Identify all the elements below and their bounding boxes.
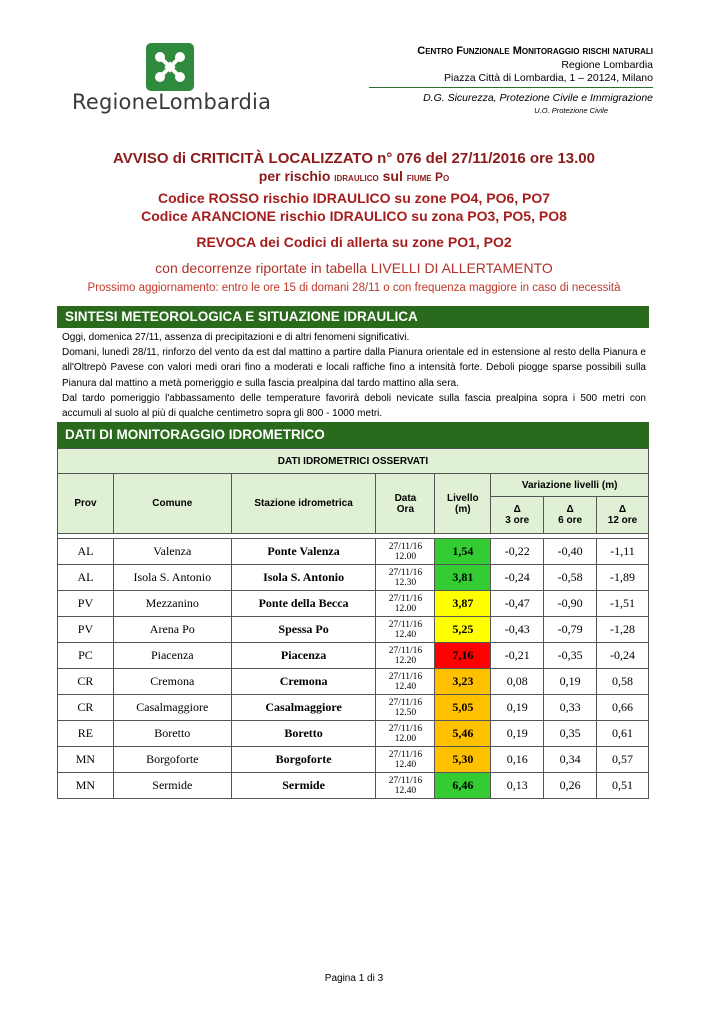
red-code-line: Codice ROSSO rischio IDRAULICO su zone PO4, PO6, PO7 <box>157 190 551 206</box>
sintesi-text <box>62 330 646 421</box>
subtitle-part-3: sul <box>378 168 407 184</box>
header-line-2: Regione Lombardia <box>561 59 653 71</box>
cell-prov: MN <box>58 773 114 799</box>
cell-delta-6: -0,79 <box>544 617 597 643</box>
cell-ora: 12.00 <box>394 603 417 614</box>
col-delta-12 <box>597 497 649 534</box>
cell-data: 27/11/16 <box>388 593 423 604</box>
page-number: Pagina 1 di 3 <box>324 973 384 984</box>
cell-livello: 3,81 <box>435 565 491 591</box>
cell-delta-12: -1,11 <box>597 539 649 565</box>
cell-data-ora <box>376 539 435 565</box>
cell-delta-3: 0,16 <box>491 747 544 773</box>
cell-prov: RE <box>58 721 114 747</box>
cell-delta-6: -0,58 <box>544 565 597 591</box>
cell-ora: 12.30 <box>394 577 417 588</box>
cell-livello: 6,46 <box>435 773 491 799</box>
cell-delta-6: 0,26 <box>544 773 597 799</box>
cell-prov: AL <box>58 539 114 565</box>
delta-symbol: Δ <box>618 504 627 515</box>
delta-symbol: Δ <box>513 504 521 515</box>
hydrometric-table <box>57 448 649 799</box>
cell-delta-6: 0,33 <box>544 695 597 721</box>
table-row <box>58 591 649 617</box>
col-3-label: 3 ore <box>505 515 530 526</box>
cell-comune: Cremona <box>113 669 231 695</box>
delta-symbol: Δ <box>566 504 574 515</box>
cell-livello: 7,16 <box>435 643 491 669</box>
cell-delta-6: -0,40 <box>544 539 597 565</box>
cell-data: 27/11/16 <box>388 645 423 656</box>
cell-data: 27/11/16 <box>388 749 423 760</box>
alert-subtitle <box>0 168 708 184</box>
alert-title: AVVISO di CRITICITÀ LOCALIZZATO n° 076 del 27/11/2016 ore 13.00 <box>113 150 595 167</box>
logo-wordmark: RegioneLombardia <box>72 90 272 114</box>
table-row <box>58 695 649 721</box>
cell-comune: Casalmaggiore <box>113 695 231 721</box>
cell-ora: 12.40 <box>394 629 417 640</box>
table-row <box>58 721 649 747</box>
cell-delta-6: -0,35 <box>544 643 597 669</box>
cell-livello: 1,54 <box>435 539 491 565</box>
cell-ora: 12.00 <box>394 551 417 562</box>
next-update-note: Prossimo aggiornamento: entro le ore 15 di domani 28/11 o con frequenza maggiore in caso di necessità <box>87 282 621 294</box>
cell-stazione: Isola S. Antonio <box>231 565 376 591</box>
header-directorate: D.G. Sicurezza, Protezione Civile e Immigrazione <box>423 92 653 104</box>
cell-comune: Arena Po <box>113 617 231 643</box>
table-row <box>58 565 649 591</box>
cell-delta-3: -0,22 <box>491 539 544 565</box>
cell-ora: 12.00 <box>394 733 417 744</box>
table-row <box>58 747 649 773</box>
table-body <box>58 539 649 799</box>
cell-delta-3: 0,19 <box>491 721 544 747</box>
cell-data-ora <box>376 747 435 773</box>
effective-note: con decorrenze riportate in tabella LIVELLI DI ALLERTAMENTO <box>155 260 553 276</box>
cell-ora: 12.20 <box>394 655 417 666</box>
cell-data: 27/11/16 <box>388 671 423 682</box>
subtitle-part-1: per rischio <box>258 168 335 184</box>
cell-comune: Piacenza <box>113 643 231 669</box>
cell-prov: PC <box>58 643 114 669</box>
cell-delta-3: 0,13 <box>491 773 544 799</box>
cell-delta-12: 0,57 <box>597 747 649 773</box>
cell-data-ora <box>376 773 435 799</box>
cell-delta-3: 0,19 <box>491 695 544 721</box>
cell-stazione: Borgoforte <box>231 747 376 773</box>
cell-prov: AL <box>58 565 114 591</box>
cell-stazione: Ponte della Becca <box>231 591 376 617</box>
cell-delta-3: -0,24 <box>491 565 544 591</box>
cell-ora: 12.40 <box>394 785 417 796</box>
cell-data: 27/11/16 <box>388 723 423 734</box>
cell-livello: 5,46 <box>435 721 491 747</box>
cell-delta-3: 0,08 <box>491 669 544 695</box>
subtitle-part-2: idraulico <box>334 170 379 184</box>
cell-stazione: Ponte Valenza <box>231 539 376 565</box>
col-stazione: Stazione idrometrica <box>231 474 376 534</box>
col-data-label: Data <box>394 492 417 504</box>
section-heading-sintesi: SINTESI METEOROLOGICA E SITUAZIONE IDRAULICA <box>57 306 649 328</box>
cell-delta-3: -0,21 <box>491 643 544 669</box>
sintesi-paragraph: Domani, lunedì 28/11, rinforzo del vento da est dal mattino a partire dalla Pianura orientale ed in estensione al resto della Pianura e all'Oltrepò Pavese con valori medi orari fino a moderati e locali raffiche fino a intensità forte. Deboli piogge sparse possibili sulla Pianura dal mattino a metà pomeriggio e sulla fascia prealpina dal tardo mattino alla sera. <box>62 347 646 389</box>
col-livello-unit: (m) <box>455 503 471 515</box>
cell-delta-3: -0,43 <box>491 617 544 643</box>
col-delta-3 <box>491 497 544 534</box>
cell-comune: Borgoforte <box>113 747 231 773</box>
table-row <box>58 773 649 799</box>
cell-comune: Boretto <box>113 721 231 747</box>
cell-stazione: Casalmaggiore <box>231 695 376 721</box>
cell-data-ora <box>376 591 435 617</box>
table-title: DATI IDROMETRICI OSSERVATI <box>58 449 649 474</box>
cell-stazione: Spessa Po <box>231 617 376 643</box>
table-row <box>58 669 649 695</box>
cell-prov: CR <box>58 669 114 695</box>
cell-livello: 5,25 <box>435 617 491 643</box>
cell-ora: 12.50 <box>394 707 417 718</box>
cell-comune: Sermide <box>113 773 231 799</box>
cell-comune: Valenza <box>113 539 231 565</box>
cell-livello: 3,23 <box>435 669 491 695</box>
sintesi-paragraph: Oggi, domenica 27/11, assenza di precipitazioni e di altri fenomeni significativi. <box>62 332 410 343</box>
cell-livello: 5,05 <box>435 695 491 721</box>
cell-delta-6: 0,35 <box>544 721 597 747</box>
col-delta-6 <box>544 497 597 534</box>
cell-data-ora <box>376 695 435 721</box>
col-data-ora <box>376 474 435 534</box>
cell-prov: MN <box>58 747 114 773</box>
cell-data-ora <box>376 721 435 747</box>
cell-data: 27/11/16 <box>388 619 423 630</box>
cell-stazione: Cremona <box>231 669 376 695</box>
cell-delta-12: 0,58 <box>597 669 649 695</box>
table-row <box>58 643 649 669</box>
cell-comune: Isola S. Antonio <box>113 565 231 591</box>
cell-ora: 12.40 <box>394 759 417 770</box>
cell-data-ora <box>376 565 435 591</box>
table-row <box>58 539 649 565</box>
cell-stazione: Boretto <box>231 721 376 747</box>
cell-delta-12: 0,51 <box>597 773 649 799</box>
sintesi-paragraph: Dal tardo pomeriggio l'abbassamento delle temperature favorirà deboli nevicate sulla fascia prealpina sopra i 500 metri con accumuli al suolo al più di qualche centimetro sopra gli 800 - 1000 metri. <box>62 392 646 420</box>
cell-prov: PV <box>58 617 114 643</box>
cell-livello: 3,87 <box>435 591 491 617</box>
col-variazione: Variazione livelli (m) <box>491 474 649 497</box>
cell-data-ora <box>376 669 435 695</box>
cell-data: 27/11/16 <box>388 567 423 578</box>
col-comune: Comune <box>113 474 231 534</box>
cell-ora: 12.40 <box>394 681 417 692</box>
cell-data: 27/11/16 <box>388 541 423 552</box>
col-6-label: 6 ore <box>558 515 583 526</box>
cell-livello: 5,30 <box>435 747 491 773</box>
cell-data: 27/11/16 <box>388 697 423 708</box>
cell-comune: Mezzanino <box>113 591 231 617</box>
cell-delta-6: 0,19 <box>544 669 597 695</box>
cell-stazione: Piacenza <box>231 643 376 669</box>
col-livello-label: Livello <box>446 492 479 504</box>
regione-lombardia-logo-icon <box>146 43 194 91</box>
orange-code-line: Codice ARANCIONE rischio IDRAULICO su zona PO3, PO5, PO8 <box>141 208 567 224</box>
header-title: Centro Funzionale Monitoraggio rischi naturali <box>417 45 653 57</box>
cell-delta-12: -1,51 <box>597 591 649 617</box>
cell-delta-6: -0,90 <box>544 591 597 617</box>
cell-prov: PV <box>58 591 114 617</box>
header-divider <box>369 87 653 88</box>
col-12-label: 12 ore <box>607 515 638 526</box>
col-livello <box>435 474 491 534</box>
cell-stazione: Sermide <box>231 773 376 799</box>
col-prov: Prov <box>58 474 114 534</box>
cell-delta-12: 0,66 <box>597 695 649 721</box>
header-address: Piazza Città di Lombardia, 1 – 20124, Milano <box>444 72 653 84</box>
cell-delta-12: -1,89 <box>597 565 649 591</box>
cell-delta-6: 0,34 <box>544 747 597 773</box>
cell-delta-12: 0,61 <box>597 721 649 747</box>
cell-delta-12: -1,28 <box>597 617 649 643</box>
cell-data: 27/11/16 <box>388 775 423 786</box>
col-ora-label: Ora <box>396 503 415 515</box>
header-unit: U.O. Protezione Civile <box>534 106 608 115</box>
cell-prov: CR <box>58 695 114 721</box>
revocation-line: REVOCA dei Codici di allerta su zone PO1, PO2 <box>196 234 512 250</box>
subtitle-part-4: fiume Po <box>406 170 450 184</box>
cell-delta-3: -0,47 <box>491 591 544 617</box>
cell-data-ora <box>376 617 435 643</box>
table-row <box>58 617 649 643</box>
cell-data-ora <box>376 643 435 669</box>
cell-delta-12: -0,24 <box>597 643 649 669</box>
section-heading-monitoraggio: DATI DI MONITORAGGIO IDROMETRICO <box>57 422 649 448</box>
